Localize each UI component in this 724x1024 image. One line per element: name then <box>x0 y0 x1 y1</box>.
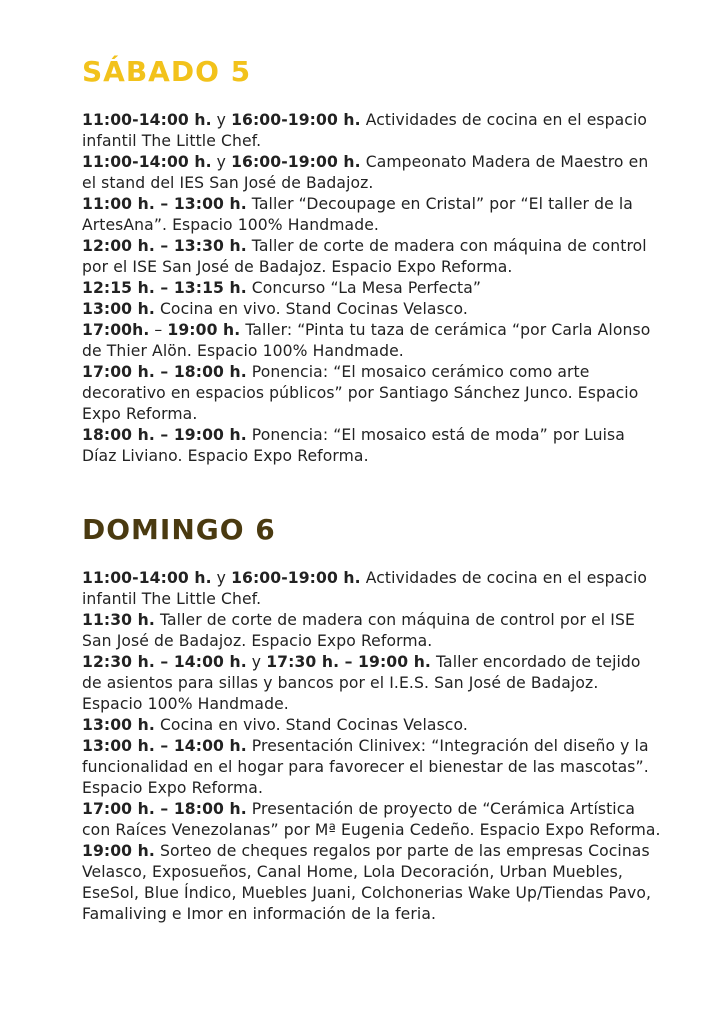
entry-description: Sorteo de cheques regalos por parte de las empresas Cocinas Velasco, Exposueños, Canal Home, Lola Decoración, Urban Muebles, EseSol, Blue Índico, Muebles Juani, Colchonerias Wake Up/Tiendas Pavo, Famaliving e Imor en información de la feria. <box>82 842 652 923</box>
entry-description: Campeonato Madera de Maestro en el stand del IES San José de Badajoz. <box>82 153 649 192</box>
entry-description: Cocina en vivo. Stand Cocinas Velasco. <box>154 716 468 734</box>
sunday-schedule-entry <box>82 610 662 652</box>
entry-time-second: 16:00-19:00 h. <box>231 111 361 129</box>
saturday-section <box>82 52 662 467</box>
saturday-schedule-entry <box>82 320 662 362</box>
entry-time-second: 19:00 h. <box>167 321 241 339</box>
entry-time-separator: y <box>211 153 232 171</box>
sunday-section <box>82 510 662 925</box>
entry-time-separator: – <box>149 321 168 339</box>
entry-time-separator: y <box>211 569 232 587</box>
entry-time-second: 16:00-19:00 h. <box>231 569 361 587</box>
entry-description: Ponencia: “El mosaico está de moda” por Luisa Díaz Liviano. Espacio Expo Reforma. <box>82 426 625 465</box>
sunday-schedule-entry <box>82 841 662 925</box>
saturday-schedule-entry <box>82 425 662 467</box>
sunday-schedule-entry <box>82 715 662 736</box>
saturday-schedule-entry <box>82 152 662 194</box>
entry-description: Taller de corte de madera con máquina de control por el ISE San José de Badajoz. Espacio Expo Reforma. <box>82 237 647 276</box>
entry-time-separator: y <box>211 111 232 129</box>
entry-description: Actividades de cocina en el espacio infantil The Little Chef. <box>82 569 648 608</box>
entry-description: Actividades de cocina en el espacio infantil The Little Chef. <box>82 111 648 150</box>
sunday-title: DOMINGO 6 <box>82 513 276 546</box>
entry-time: 17:00h. <box>82 321 150 339</box>
saturday-schedule-entry <box>82 362 662 425</box>
entry-time: 11:00-14:00 h. <box>82 153 212 171</box>
entry-description: Taller “Decoupage en Cristal” por “El taller de la ArtesAna”. Espacio 100% Handmade. <box>82 195 633 234</box>
entry-time: 13:00 h. <box>82 300 155 318</box>
entry-time: 17:00 h. – 18:00 h. <box>82 800 247 818</box>
entry-time-separator: y <box>246 653 267 671</box>
entry-time: 12:30 h. – 14:00 h. <box>82 653 247 671</box>
entry-description: Taller de corte de madera con máquina de control por el ISE San José de Badajoz. Espacio Expo Reforma. <box>82 611 635 650</box>
saturday-schedule-entry <box>82 236 662 278</box>
entry-time-second: 17:30 h. – 19:00 h. <box>266 653 431 671</box>
entry-time: 11:00 h. – 13:00 h. <box>82 195 247 213</box>
entry-time: 13:00 h. <box>82 716 155 734</box>
saturday-schedule-entry <box>82 194 662 236</box>
entry-time: 11:00-14:00 h. <box>82 569 212 587</box>
entry-time-second: 16:00-19:00 h. <box>231 153 361 171</box>
sunday-schedule-entry <box>82 652 662 715</box>
entry-description: Presentación de proyecto de “Cerámica Artística con Raíces Venezolanas” por Mª Eugenia Cedeño. Espacio Expo Reforma. <box>82 800 661 839</box>
entry-description: Taller: “Pinta tu taza de cerámica “por Carla Alonso de Thier Alön. Espacio 100% Handmade. <box>82 321 651 360</box>
sunday-schedule-entry <box>82 736 662 799</box>
entry-description: Ponencia: “El mosaico cerámico como arte decorativo en espacios públicos” por Santiago Sánchez Junco. Espacio Expo Reforma. <box>82 363 639 423</box>
entry-time: 18:00 h. – 19:00 h. <box>82 426 247 444</box>
entry-time: 12:00 h. – 13:30 h. <box>82 237 247 255</box>
entry-time: 13:00 h. – 14:00 h. <box>82 737 247 755</box>
entry-description: Presentación Clinivex: “Integración del diseño y la funcionalidad en el hogar para favorecer el bienestar de las mascotas”. Espacio Expo Reforma. <box>82 737 649 797</box>
sunday-schedule <box>82 568 662 925</box>
entry-description: Concurso “La Mesa Perfecta” <box>246 279 482 297</box>
entry-time: 19:00 h. <box>82 842 155 860</box>
entry-description: Taller encordado de tejido de asientos para sillas y bancos por el I.E.S. San José de Badajoz. Espacio 100% Handmade. <box>82 653 641 713</box>
entry-time: 11:30 h. <box>82 611 155 629</box>
saturday-schedule-entry <box>82 110 662 152</box>
entry-time: 11:00-14:00 h. <box>82 111 212 129</box>
entry-time: 17:00 h. – 18:00 h. <box>82 363 247 381</box>
entry-description: Cocina en vivo. Stand Cocinas Velasco. <box>154 300 468 318</box>
saturday-schedule-entry <box>82 278 662 299</box>
sunday-schedule-entry <box>82 799 662 841</box>
saturday-schedule-entry <box>82 299 662 320</box>
sunday-schedule-entry <box>82 568 662 610</box>
saturday-title: SÁBADO 5 <box>82 55 252 88</box>
entry-time: 12:15 h. – 13:15 h. <box>82 279 247 297</box>
saturday-schedule <box>82 110 662 467</box>
